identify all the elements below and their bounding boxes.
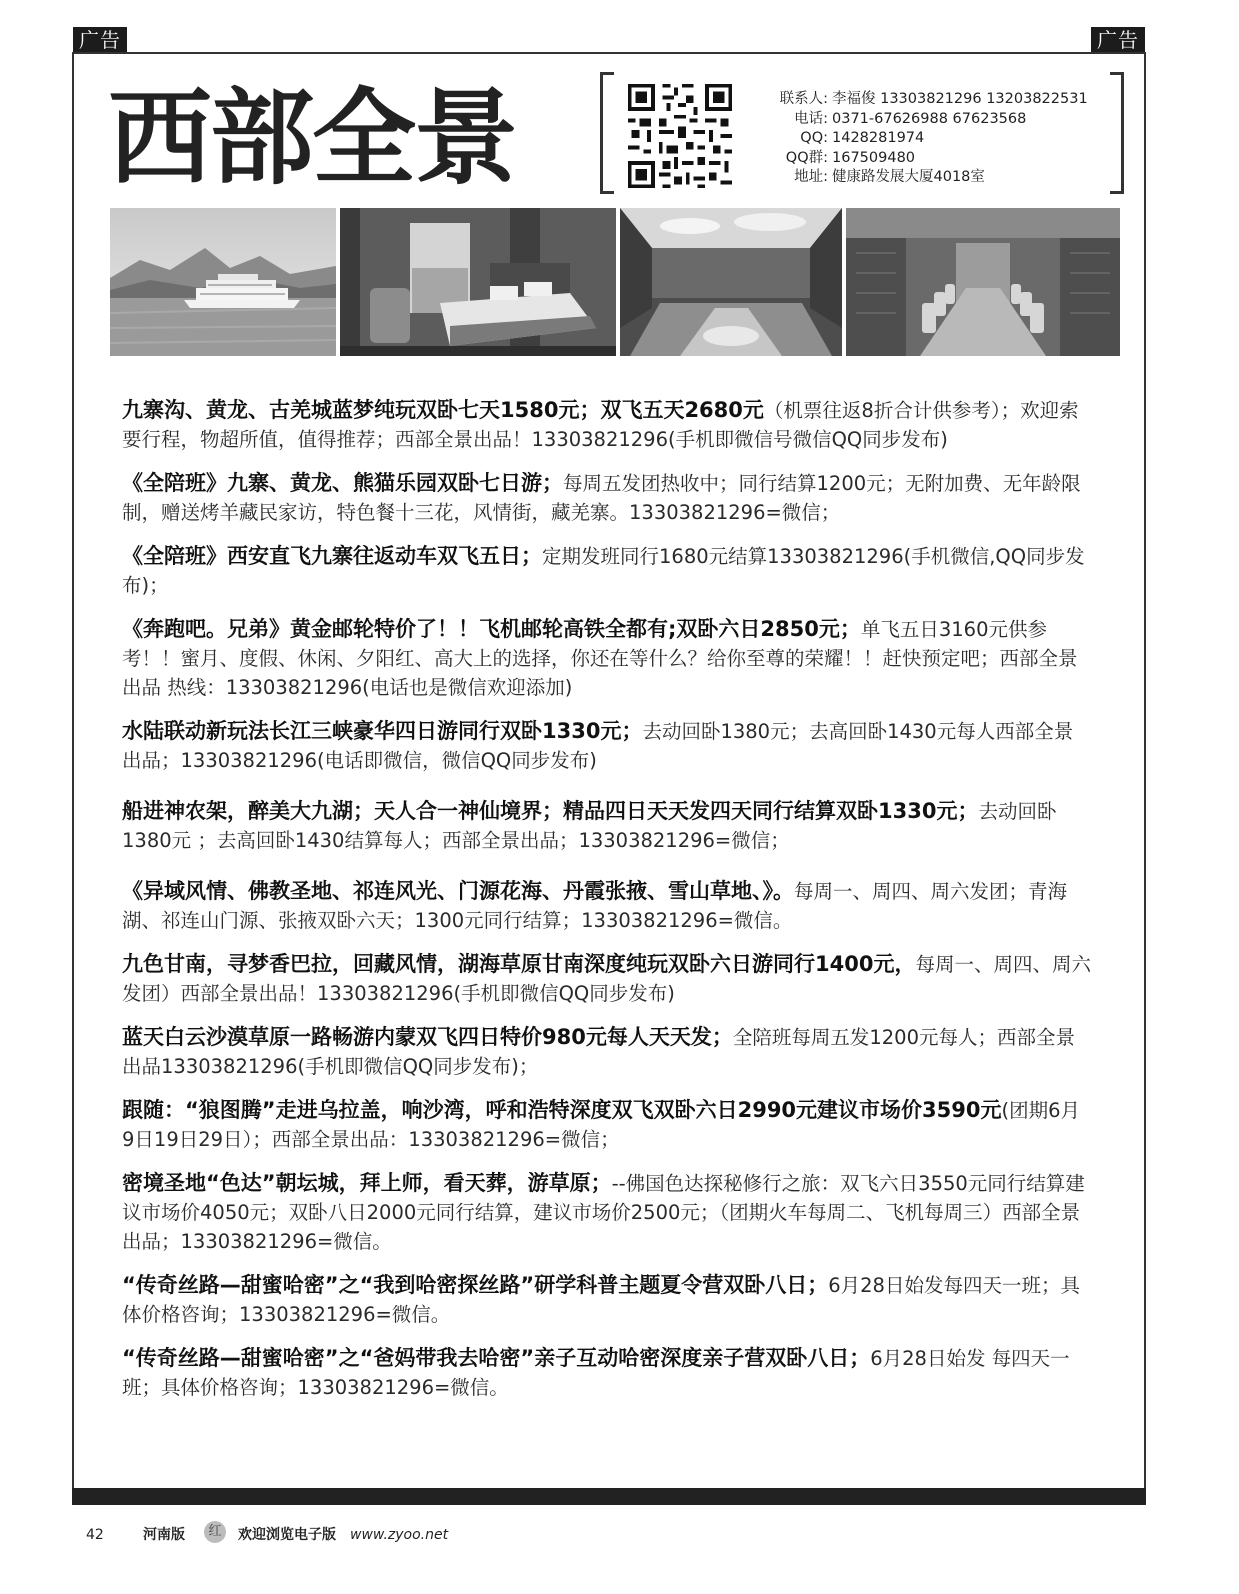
edition-label: 河南版: [143, 1527, 185, 1543]
bottom-rule: [72, 1488, 1146, 1505]
brand-title: 西部全景: [108, 77, 517, 199]
photo-cruise-ship: [110, 208, 336, 356]
photo-indoor-pool: [620, 208, 842, 356]
photo-dining-room: [846, 208, 1120, 356]
ad-label-left: 广告: [73, 27, 127, 53]
bracket-left: [600, 72, 614, 194]
listing-qinghai: 《异域风情、佛教圣地、祁连风光、门源花海、丹霞张掖、雪山草地、》。每周一、周四、周六发团；青海湖、祁连山门源、张掖双卧六天；1300元同行结算；13303821296=微信。: [122, 879, 1068, 932]
ad-label-right: 广告: [1091, 27, 1145, 53]
website-link[interactable]: www.zyoo.net: [350, 1527, 449, 1543]
listing-xian-jiuzhai: 《全陪班》西安直飞九寨往返动车双飞五日；定期发班同行1680元结算13303821296(手机微信,QQ同步发布)；: [122, 544, 1085, 597]
listing-gannan: 九色甘南，寻梦香巴拉，回藏风情，湖海草原甘南深度纯玩双卧六日游同行1400元，每周一、周四、周六发团）西部全景出品！13303821296(手机即微信QQ同步发布): [122, 952, 1091, 1005]
listing-cruise: 《奔跑吧。兄弟》黄金邮轮特价了！！飞机邮轮高铁全都有;双卧六日2850元；单飞五日3160元供参考！！蜜月、度假、休闲、夕阳红、高大上的选择，你还在等什么？给你至尊的荣耀！！赶快预定吧；西部全景出品 热线：13303821296(电话也是微信欢迎添加): [122, 617, 1078, 699]
contact-row-phone: 电话: 0371-67626988 67623568: [794, 110, 1027, 127]
tour-listings: [122, 396, 1092, 1402]
photo-cabin-bedroom: [340, 208, 616, 356]
contact-row-person: 联系人: 李福俊 13303821296 13203822531: [779, 91, 1088, 107]
welcome-text: 欢迎浏览电子版: [238, 1527, 336, 1543]
listing-quanpei-jiuzhai: 《全陪班》九寨、黄龙、熊猫乐园双卧七日游；每周五发团热收中；同行结算1200元；无附加费、无年龄限制，赠送烤羊藏民家访，特色餐十三花，风情街，藏羌寨。13303821296=微信；: [122, 471, 1081, 524]
contact-details: [750, 90, 1088, 188]
qr-code-icon[interactable]: [624, 80, 736, 192]
listing-shennongjia: 船进神农架，醉美大九湖；天人合一神仙境界；精品四日天天发四天同行结算双卧1330元；去动回卧1380元 ；去高回卧1430结算每人；西部全景出品；13303821296=微信；: [122, 799, 1057, 852]
magazine-logo-icon: 红: [204, 1521, 226, 1543]
listing-three-gorges: 水陆联动新玩法长江三峡豪华四日游同行双卧1330元；去动回卧1380元；去高回卧1430元每人西部全景出品；13303821296(电话即微信，微信QQ同步发布): [122, 719, 1074, 772]
bracket-right: [1110, 72, 1124, 194]
listing-seda: 密境圣地“色达”朝坛城，拜上师，看天葬，游草原；--佛国色达探秘修行之旅：双飞六日3550元同行结算建议市场价4050元；双卧八日2000元同行结算，建议市场价2500元；（团期火车每周二、飞机每周三）西部全景出品；13303821296=微信。: [122, 1171, 1085, 1253]
listing-inner-mongolia: 蓝天白云沙漠草原一路畅游内蒙双飞四日特价980元每人天天发；全陪班每周五发1200元每人；西部全景出品13303821296(手机即微信QQ同步发布)；: [122, 1025, 1075, 1078]
contact-box: [600, 72, 1124, 198]
contact-row-qq: QQ: 1428281974: [800, 130, 925, 146]
listing-wulagai: 跟随：“狼图腾”走进乌拉盖，响沙湾，呼和浩特深度双飞双卧六日2990元建议市场价3590元(团期6月9日19日29日）；西部全景出品：13303821296=微信；: [122, 1098, 1081, 1151]
listing-jiuzhaigou: 九寨沟、黄龙、古羌城蓝梦纯玩双卧七天1580元；双飞五天2680元（机票往返8折合计供参考）；欢迎索要行程，物超所值，值得推荐；西部全景出品！13303821296(手机即微信号微信QQ同步发布): [122, 398, 1079, 451]
contact-row-qq-group: QQ群: 167509480: [785, 149, 916, 166]
listing-hami-summer-camp: “传奇丝路—甜蜜哈密”之“我到哈密探丝路”研学科普主题夏令营双卧八日；6月28日始发每四天一班；具体价格咨询；13303821296=微信。: [122, 1273, 1080, 1326]
page-number: 42: [86, 1527, 104, 1543]
contact-row-address: 地址: 健康路发展大厦4018室: [794, 169, 985, 185]
listing-hami-family-camp: “传奇丝路—甜蜜哈密”之“爸妈带我去哈密”亲子互动哈密深度亲子营双卧八日；6月28日始发 每四天一班；具体价格咨询；13303821296=微信。: [122, 1346, 1070, 1399]
